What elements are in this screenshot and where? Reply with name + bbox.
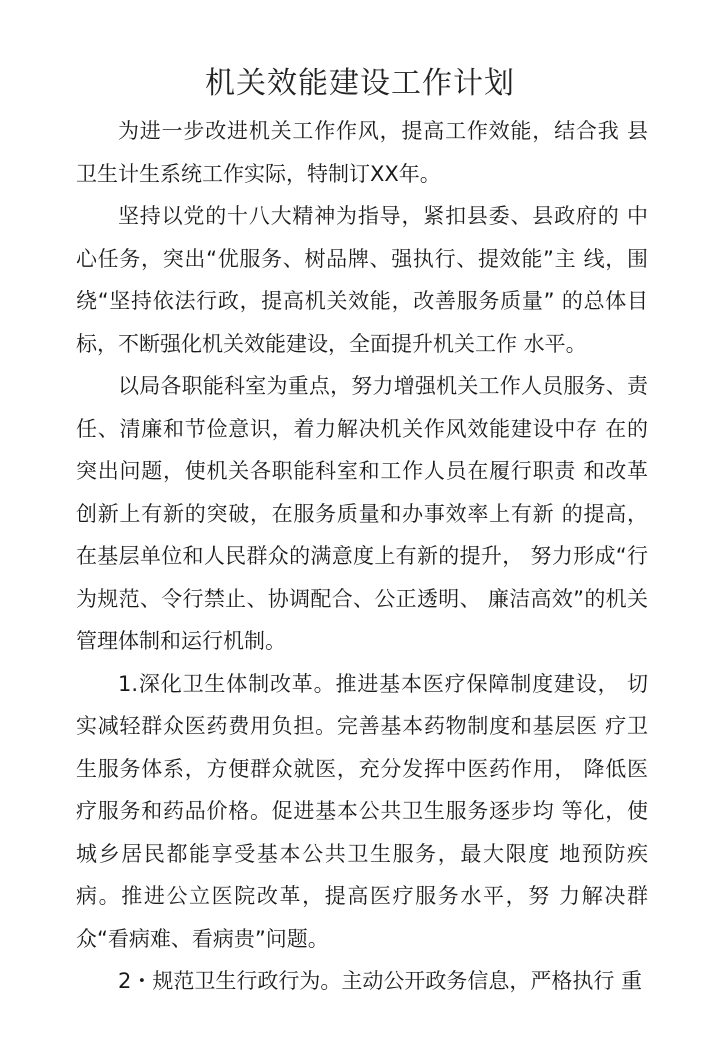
document-title: 机关效能建设工作计划 [205, 66, 515, 101]
paragraph-intro: 为进一步改进机关工作作风，提高工作效能，结合我 县卫生计生系统工作实际，特制订XX年。 [76, 119, 648, 186]
paragraph-item-1: 1.深化卫生体制改革。推进基本医疗保障制度建设， 切实减轻群众医药费用负担。完善基本药物制度和基层医 疗卫生服务体系，方便群众就医，充分发挥中医药作用， 降低医疗服务和药品价格。促进基本公共卫生服务逐步均 等化，使城乡居民都能享受基本公共卫生服务，最大限度 地预防疾病。推进公立医院改革，提高医疗服务水平，努 力解决群众“看病难、看病贵”问题。 [76, 671, 648, 951]
paragraph-focus: 以局各职能科室为重点，努力增强机关工作人员服务、责任、清廉和节俭意识，着力解决机关作风效能建设中存 在的突出问题，使机关各职能科室和工作人员在履行职责 和改革创新上有新的突破，在服务质量和办事效率上有新 的提高，在基层单位和人民群众的满意度上有新的提升， 努力形成“行为规范、令行禁止、协调配合、公正透明、 廉洁高效”的机关管理体制和运行机制。 [76, 374, 648, 653]
paragraph-item-2: 2・规范卫生行政行为。主动公开政务信息，严格执行 重 [118, 969, 643, 993]
paragraph-guiding-principle: 坚持以党的十八大精神为指导，紧扣县委、县政府的 中心任务，突出“优服务、树品牌、强执行、提效能”主 线，围绕“坚持依法行政，提高机关效能，改善服务质量” 的总体目标，不断强化机关效能建设，全面提升机关工作 水平。 [76, 204, 648, 356]
document-body [76, 110, 648, 1003]
